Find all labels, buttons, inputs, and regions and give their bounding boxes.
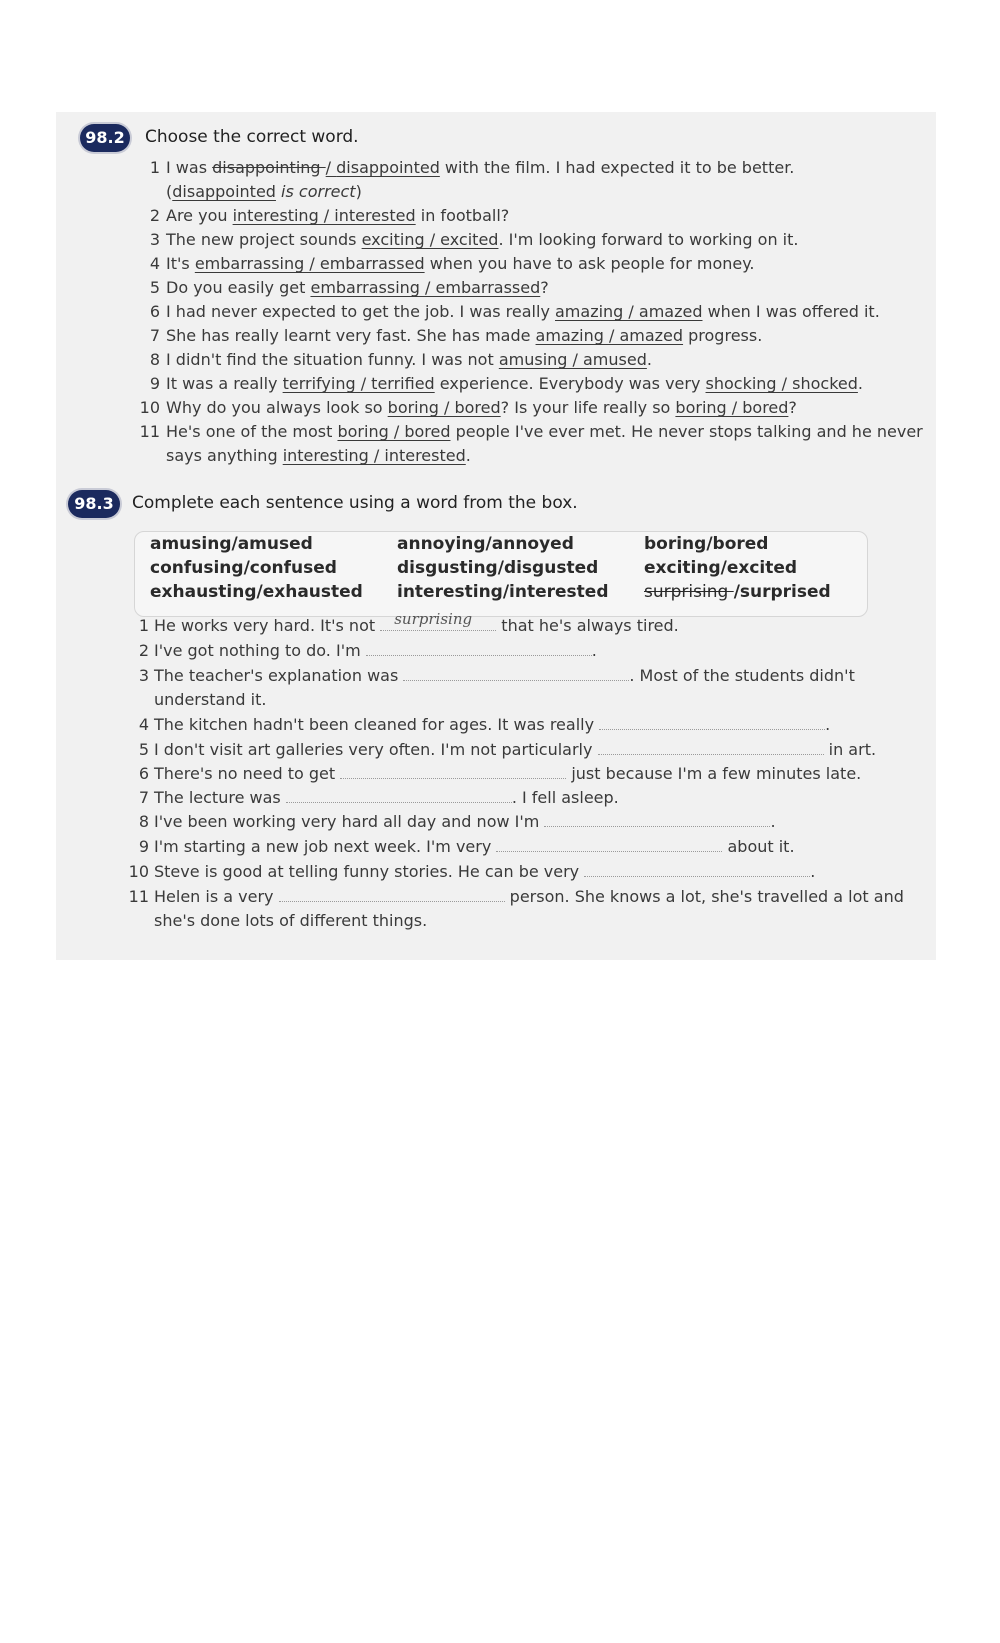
answer-blank[interactable] [599, 715, 825, 730]
answer-blank[interactable] [544, 812, 770, 827]
box-word: annoying/annoyed [397, 534, 574, 554]
exercise-title-98-3: Complete each sentence using a word from the box. [132, 493, 578, 513]
box-word: amusing/amused [150, 534, 313, 554]
struck-option: disappointing [212, 158, 326, 177]
answer-blank[interactable] [598, 740, 824, 755]
word-choice[interactable]: boring / bored [387, 398, 501, 417]
answer-blank[interactable] [496, 837, 722, 852]
answer-blank[interactable] [366, 641, 592, 656]
word-choice[interactable]: boring / bored [675, 398, 789, 417]
box-word: exciting/excited [644, 558, 798, 578]
exercise-badge-98-2: 98.2 [80, 124, 130, 152]
handwritten-answer: surprising [394, 610, 473, 628]
word-choice[interactable]: boring / bored [337, 422, 451, 441]
word-choice[interactable]: embarrassing / embarrassed [194, 254, 425, 273]
exercise-title-98-2: Choose the correct word. [145, 127, 359, 147]
word-choice[interactable]: interesting / interested [232, 206, 416, 225]
word-choice[interactable]: amazing / amazed [535, 326, 684, 345]
word-choice[interactable]: amusing / amused [498, 350, 647, 369]
word-choice[interactable]: amazing / amazed [555, 302, 703, 321]
correct-answer: disappointed [336, 158, 440, 177]
answer-blank[interactable] [380, 610, 496, 631]
word-choice[interactable]: exciting / excited [361, 230, 499, 249]
box-word: surprising /surprised [644, 582, 831, 602]
box-word: exhausting/exhausted [150, 582, 363, 602]
exercise-badge-98-3: 98.3 [68, 490, 120, 518]
box-word: boring/bored [644, 534, 769, 554]
word-choice[interactable]: interesting / interested [282, 446, 466, 465]
box-word: interesting/interested [397, 582, 609, 602]
box-word: disgusting/disgusted [397, 558, 599, 578]
answer-blank[interactable] [340, 764, 566, 779]
answer-blank[interactable] [403, 666, 629, 681]
word-choice[interactable]: terrifying / terrified [282, 374, 435, 393]
answer-blank[interactable] [286, 788, 512, 803]
answer-blank[interactable] [584, 862, 810, 877]
word-choice[interactable]: embarrassing / embarrassed [310, 278, 541, 297]
box-word: confusing/confused [150, 558, 337, 578]
word-choice[interactable]: shocking / shocked [705, 374, 858, 393]
struck-word: surprising [644, 582, 734, 602]
answer-blank[interactable] [279, 887, 505, 902]
